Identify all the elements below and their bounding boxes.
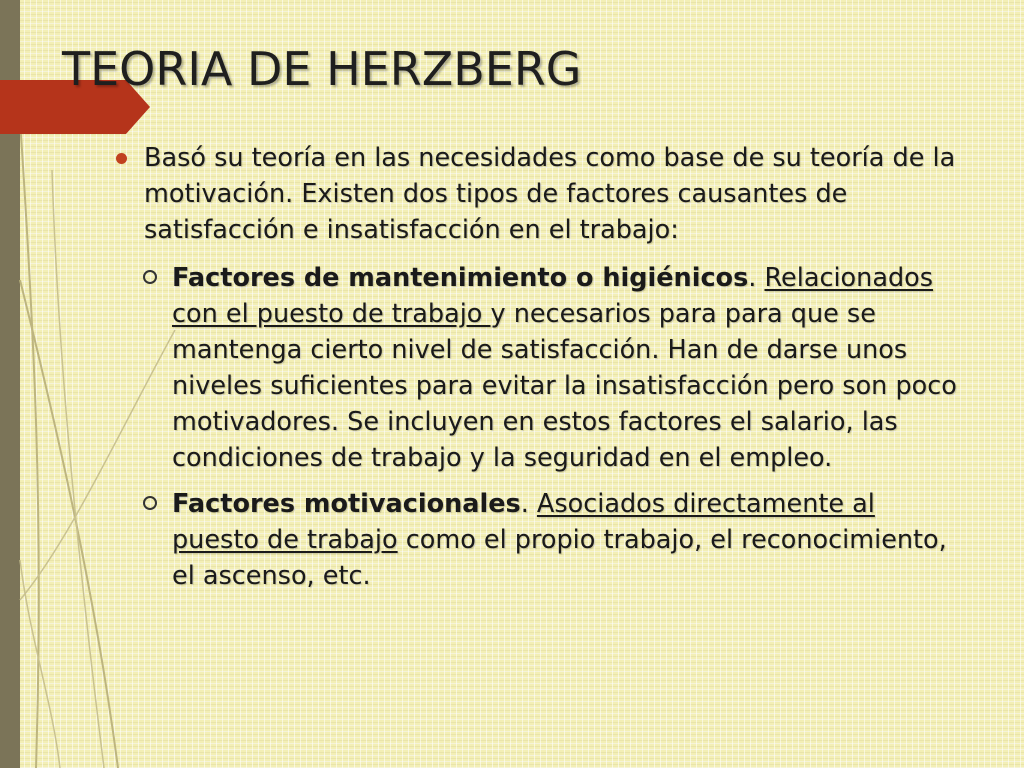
hygiene-factors-period: . bbox=[748, 263, 765, 293]
motivational-factors-period: . bbox=[520, 489, 537, 519]
motivational-factors-underlined: Asociados directamente al puesto de trabajo bbox=[172, 489, 875, 555]
slide-title: TEORIA DE HERZBERG bbox=[62, 42, 582, 96]
hygiene-factors-text: y necesarios para para que se mantenga cierto nivel de satisfacción. Han de darse unos niveles suficientes para evitar la insatisfacción pero son poco motivadores. Se incluyen en estos factores el salario, las condiciones de trabajo y la seguridad en el empleo. bbox=[172, 299, 957, 473]
motivational-factors-heading: Factores motivacionales bbox=[172, 489, 521, 519]
hygiene-factors-heading: Factores de mantenimiento o higiénicos bbox=[172, 263, 749, 293]
ring-bullet-icon bbox=[143, 496, 157, 510]
motivational-factors-text: como el propio trabajo, el reconocimiento, el ascenso, etc. bbox=[172, 525, 947, 591]
main-bullet bbox=[112, 140, 967, 248]
slide-content bbox=[112, 140, 967, 604]
ring-bullet-icon bbox=[143, 270, 157, 284]
bullet-dot-icon bbox=[116, 153, 127, 164]
intro-text: Basó su teoría en las necesidades como base de su teoría de la motivación. Existen dos tipos de factores causantes de satisfacción e insatisfacción en el trabajo: bbox=[144, 143, 956, 245]
sub-bullet-hygiene-factors bbox=[140, 260, 967, 476]
sub-bullet-motivational-factors bbox=[140, 486, 967, 594]
hygiene-factors-underlined: Relacionados con el puesto de trabajo bbox=[172, 263, 934, 329]
